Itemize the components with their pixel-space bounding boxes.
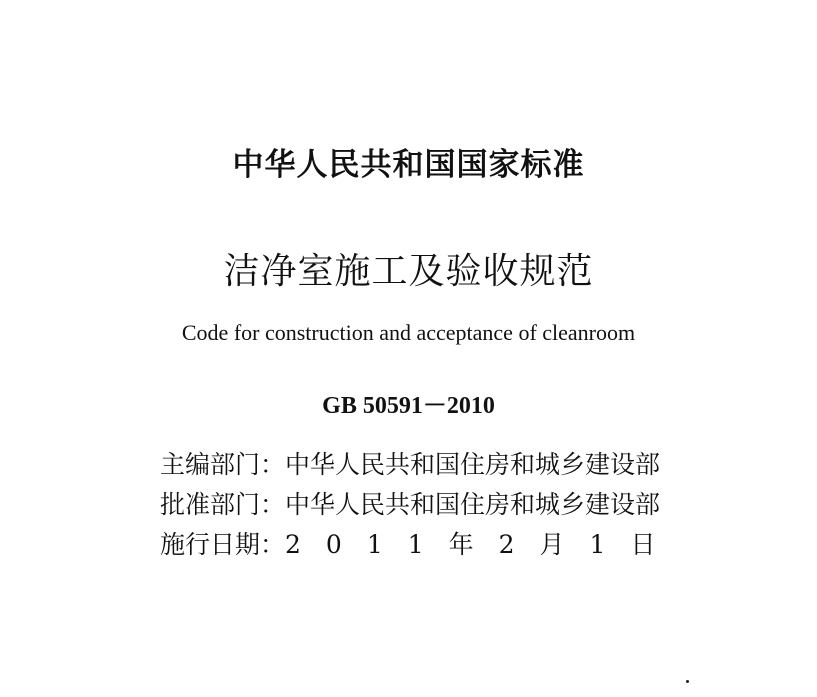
document-title-english: Code for construction and acceptance of cleanroom — [181, 320, 636, 345]
national-standard-heading: 中华人民共和国国家标准 — [232, 147, 585, 183]
scan-speck — [686, 680, 689, 683]
editor-department-value: 中华人民共和国住房和城乡建设部 — [285, 450, 661, 479]
editor-department-label: 主编部门： — [160, 450, 286, 479]
effective-date-value: 2 0 1 1 年 2 月 1 日 — [285, 530, 656, 559]
editor-department-row — [160, 450, 720, 480]
approver-department-label: 批准部门： — [160, 490, 286, 519]
approver-department-value: 中华人民共和国住房和城乡建设部 — [285, 490, 661, 519]
approver-department-row — [160, 490, 720, 520]
document-title-chinese: 洁净室施工及验收规范 — [223, 251, 594, 292]
standard-code: GB 50591－2010 — [322, 393, 495, 419]
effective-date-label: 施行日期： — [160, 530, 286, 559]
effective-date-row — [160, 530, 720, 560]
